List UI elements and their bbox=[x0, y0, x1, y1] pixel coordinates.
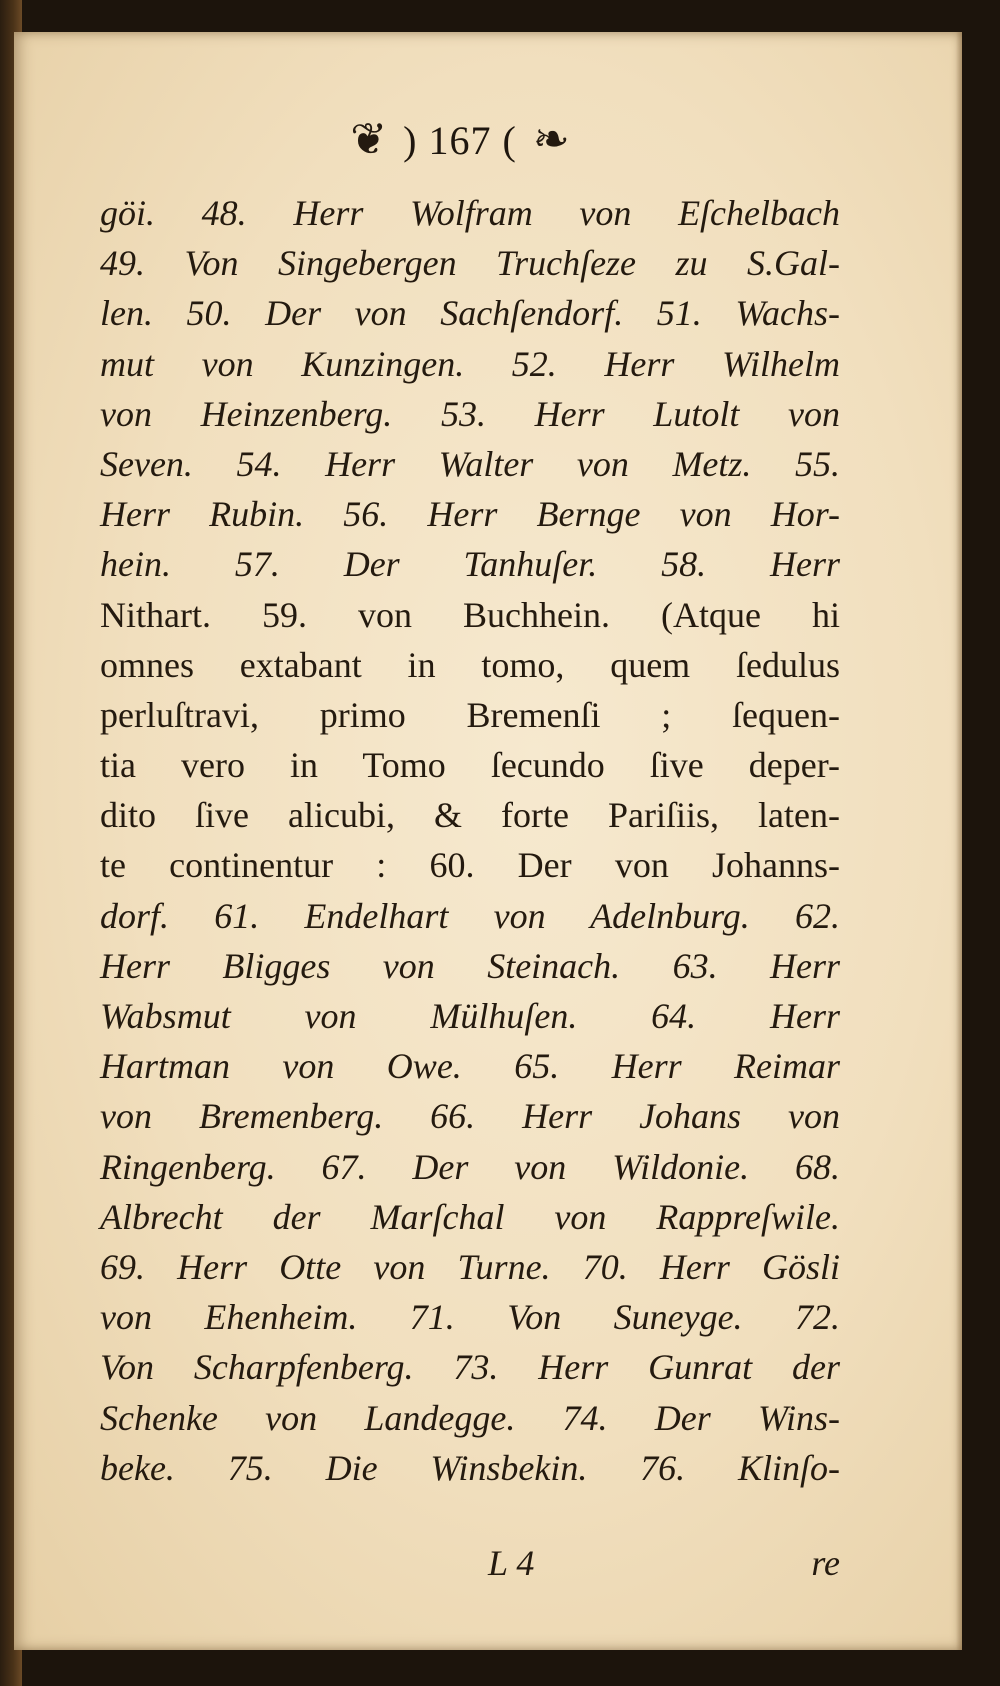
text-line: Nithart. 59. von Buchhein. (Atque hi bbox=[100, 594, 840, 635]
text-line: Herr Rubin. 56. Herr Bernge von Hor- bbox=[100, 494, 840, 535]
text-line: Herr Bligges von Steinach. 63. Herr bbox=[100, 945, 840, 986]
page-number: ) 167 ( bbox=[403, 117, 517, 163]
text-line: tia vero in Tomo ſecundo ſive deper- bbox=[100, 745, 840, 786]
text-line: von Heinzenberg. 53. Herr Lutolt von bbox=[100, 393, 840, 434]
text-line: Hartman von Owe. 65. Herr Reimar bbox=[100, 1046, 840, 1087]
text-line: von Bremenberg. 66. Herr Johans von bbox=[100, 1096, 840, 1137]
text-line: perluſtravi, primo Bremenſi ; ſequen- bbox=[100, 694, 840, 735]
body-text bbox=[100, 188, 840, 1493]
text-line: 69. Herr Otte von Turne. 70. Herr Gösli bbox=[100, 1246, 840, 1287]
text-line: omnes extabant in tomo, quem ſedulus bbox=[100, 644, 840, 685]
text-line: Albrecht der Marſchal von Rappreſwile. bbox=[100, 1196, 840, 1237]
text-line: Schenke von Landegge. 74. Der Wins- bbox=[100, 1397, 840, 1438]
text-line: dorf. 61. Endelhart von Adelnburg. 62. bbox=[100, 895, 840, 936]
text-line: von Ehenheim. 71. Von Suneyge. 72. bbox=[100, 1297, 840, 1338]
text-line: 49. Von Singebergen Truchſeze zu S.Gal- bbox=[100, 243, 840, 284]
right-ornament-icon: ❧ bbox=[532, 114, 570, 165]
left-ornament-icon: ❦ bbox=[350, 114, 388, 165]
text-line: hein. 57. Der Tanhuſer. 58. Herr bbox=[100, 544, 840, 585]
text-line: len. 50. Der von Sachſendorf. 51. Wachs- bbox=[100, 293, 840, 334]
text-line: Von Scharpfenberg. 73. Herr Gunrat der bbox=[100, 1347, 840, 1388]
text-line: Ringenberg. 67. Der von Wildonie. 68. bbox=[100, 1146, 840, 1187]
text-line: göi. 48. Herr Wolfram von Eſchelbach bbox=[100, 193, 840, 233]
text-line: Seven. 54. Herr Walter von Metz. 55. bbox=[100, 443, 840, 484]
catchword: re bbox=[811, 1543, 840, 1583]
text-line: te continentur : 60. Der von Johanns- bbox=[100, 845, 840, 886]
signature-mark: L 4 bbox=[488, 1543, 535, 1583]
text-line: beke. 75. Die Winsbekin. 76. Klinſo- bbox=[100, 1447, 840, 1488]
text-line: mut von Kunzingen. 52. Herr Wilhelm bbox=[100, 343, 840, 384]
page-footer bbox=[100, 1538, 840, 1588]
text-line: dito ſive alicubi, & forte Pariſiis, laten- bbox=[100, 795, 840, 836]
text-line: Wabsmut von Mülhuſen. 64. Herr bbox=[100, 996, 840, 1036]
page-edge-shadow bbox=[956, 32, 962, 1650]
running-header bbox=[290, 100, 630, 180]
